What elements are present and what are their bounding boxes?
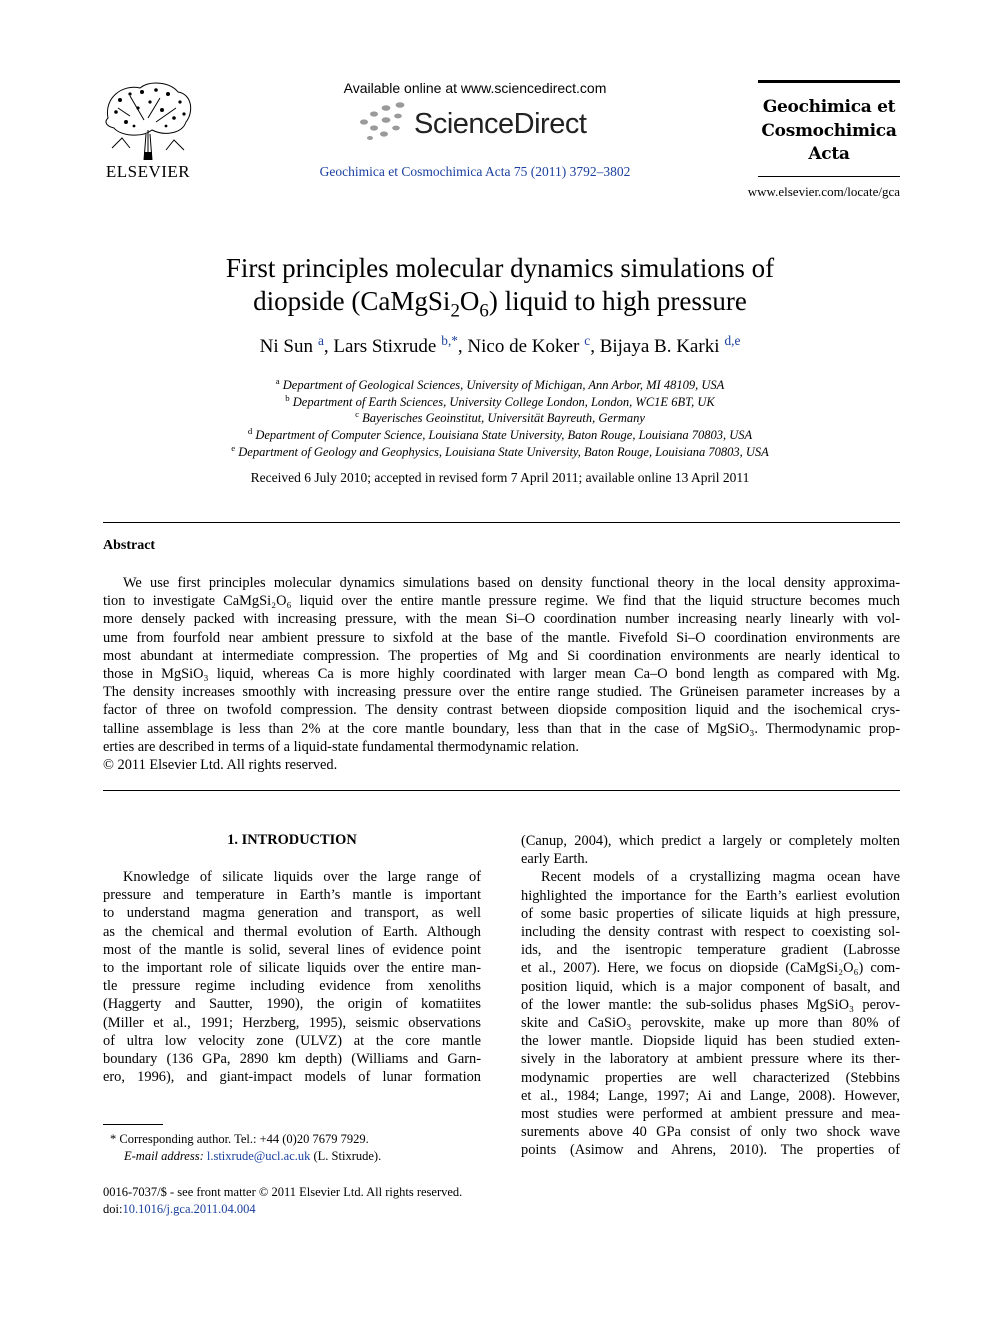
available-online: Available online at www.sciencedirect.com	[343, 80, 607, 96]
front-matter	[103, 1184, 603, 1218]
journal-url[interactable]: www.elsevier.com/locate/gca	[747, 184, 900, 199]
intro-line: (Haggerty and Sautter, 1990), the origin of komatiites	[103, 996, 481, 1013]
article-title	[100, 252, 900, 322]
intro-line: points (Asimow and Ahrens, 2010). The properties of	[521, 1142, 900, 1159]
title-subscript: 2	[450, 300, 460, 322]
author-separator: ,	[590, 336, 600, 357]
intro-line: Recent models of a crystallizing magma ocean have	[541, 869, 900, 886]
abstract-line: most abundant at intermediate compression. The properties of Mg and Si coordination environments are nearly identical to	[103, 647, 900, 664]
affiliation-line	[100, 377, 900, 394]
affiliation-line	[100, 444, 900, 461]
intro-left-column	[103, 868, 481, 1086]
elsevier-wordmark: ELSEVIER	[105, 162, 191, 181]
affiliation-text: Department of Earth Sciences, University College London, London, WC1E 6BT, UK	[292, 394, 715, 409]
journal-name-line: Cosmochimica	[761, 120, 897, 141]
intro-line: modynamic properties are well characterized (Stebbins	[521, 1069, 900, 1086]
abstract-line: those in MgSiO₃ liquid, whereas Ca is more highly coordinated with larger mean Ca–O bond length as compared with Mg.	[103, 666, 900, 683]
intro-line: including the density contrast with respect to coexisting sol-	[521, 924, 900, 941]
author-separator: ,	[457, 336, 468, 357]
journal-box-top-rule	[758, 80, 900, 83]
abstract-top-rule	[103, 522, 900, 523]
intro-line: surements above 40 GPa consist of only two shock wave	[521, 1124, 900, 1141]
author-affiliation-link[interactable]: c	[584, 332, 591, 348]
affiliation-key: c	[355, 409, 359, 420]
intro-line: sively in the laboratory at ambient pressure where its ther-	[521, 1051, 900, 1068]
footnote	[110, 1131, 490, 1165]
journal-citation[interactable]: Geochimica et Cosmochimica Acta 75 (2011) 3792–3802	[319, 164, 631, 179]
elsevier-tree-icon	[100, 78, 196, 162]
intro-line: of some basic properties of silicate liquids at high pressure,	[521, 905, 900, 922]
elsevier-logo	[100, 78, 196, 182]
intro-line: boundary (136 GPa, 2890 km depth) (Williams and Garn-	[103, 1051, 481, 1068]
title-line: First principles molecular dynamics simulations of	[225, 253, 775, 283]
intro-line: et al., 1984; Lange, 1997; Ai and Lange, 2008). However,	[521, 1087, 900, 1104]
intro-heading: 1. INTRODUCTION	[227, 832, 357, 848]
affiliation-text: Department of Computer Science, Louisiana State University, Baton Rouge, Louisiana 70803, USA	[255, 428, 753, 443]
affiliation-key: d	[247, 425, 253, 436]
intro-line: as the chemical and thermal evolution of Earth. Although	[103, 923, 481, 940]
sciencedirect-dots-icon	[356, 100, 416, 144]
title-text: O	[459, 286, 480, 316]
affiliation-line	[100, 410, 900, 427]
affiliations	[100, 377, 900, 461]
intro-line: to the important role of silicate liquids over the entire man-	[103, 960, 481, 977]
intro-line: ero, 1996), and giant-impact models of lunar formation	[103, 1069, 481, 1086]
intro-line: to understand magma generation and transport, as well	[103, 905, 481, 922]
affiliation-line	[100, 394, 900, 411]
email-suffix: (L. Stixrude).	[313, 1149, 382, 1163]
intro-line: ids, and the isentropic temperature gradient (Labrosse	[521, 942, 900, 959]
intro-line: tle pressure regime including evidence from xenoliths	[103, 978, 481, 995]
title-subscript: 6	[479, 300, 489, 322]
footnote-rule	[103, 1124, 163, 1125]
sciencedirect-logo	[356, 100, 596, 144]
intro-line: most studies were performed at ambient pressure and mea-	[521, 1106, 900, 1123]
affiliation-text: Department of Geological Sciences, University of Michigan, Ann Arbor, MI 48109, USA	[282, 378, 725, 392]
abstract-copyright: © 2011 Elsevier Ltd. All rights reserved.	[103, 757, 338, 774]
affiliation-text: Bayerisches Geoinstitut, Universität Bayreuth, Germany	[362, 411, 645, 426]
title-text: diopside (CaMgSi	[253, 286, 451, 316]
author-name: Lars Stixrude	[333, 336, 437, 357]
abstract-line: talline assemblage is less than 2% at the core mantle boundary, less than that in the case of MgSiO₃. Thermodynamic prop-	[103, 720, 900, 737]
email-label: E-mail address:	[124, 1149, 204, 1163]
abstract-bottom-rule	[103, 790, 900, 791]
abstract-line: tion to investigate CaMgSi₂O₆ liquid over the entire mantle pressure regime. We find that the liquid structure becomes much	[103, 593, 900, 610]
title-text: ) liquid to high pressure	[488, 286, 747, 316]
affiliation-key: b	[285, 392, 290, 403]
intro-right-column	[521, 832, 900, 1160]
intro-line: et al., 2007). Here, we focus on diopside (CaMgSi₂O₆) com-	[521, 960, 900, 977]
intro-line: of the lower mantle: the sub-solidus phases MgSiO₃ perov-	[521, 996, 900, 1013]
affiliation-line	[100, 427, 900, 444]
email-note	[110, 1148, 490, 1165]
affiliation-key: e	[231, 442, 236, 453]
title-line	[100, 285, 900, 322]
intro-line: skite and CaSiO₃ perovskite, make up more than 80% of	[521, 1015, 900, 1032]
abstract-line: factor of three on twofold compression. The density contrast between diopside composition liquid and the isochemical crys-	[103, 702, 900, 719]
intro-line: Knowledge of silicate liquids over the large range of	[123, 869, 481, 885]
intro-line: the lower mantle. Diopside liquid has been studied exten-	[521, 1033, 900, 1050]
journal-name-line: Acta	[808, 144, 850, 164]
abstract-line: The density increases smoothly with increasing pressure over the entire range studied. The Grüneisen parameter increases by a	[103, 684, 900, 701]
abstract-body	[103, 574, 900, 774]
doi-line	[103, 1201, 603, 1218]
journal-name	[752, 96, 906, 167]
abstract-line: more densely packed with increasing pressure, with the mean Si–O coordination number increasing nearly linearly with vol-	[103, 611, 900, 628]
intro-line: early Earth.	[521, 851, 589, 868]
journal-name-line: Geochimica et	[762, 97, 896, 117]
author-name: Nico de Koker	[467, 336, 580, 357]
email-link[interactable]: l.stixrude@ucl.ac.uk	[206, 1149, 311, 1163]
abstract-line: erties are described in terms of a liquid-state fundamental thermodynamic relation.	[103, 738, 579, 755]
author-name: Bijaya B. Karki	[599, 336, 720, 357]
abstract-heading: Abstract	[103, 538, 156, 553]
intro-line: (Miller et al., 1991; Herzberg, 1995), seismic observations	[103, 1014, 481, 1031]
received-dates: Received 6 July 2010; accepted in revised form 7 April 2011; available online 13 April 2011	[250, 470, 750, 485]
author-name: Ni Sun	[259, 336, 313, 357]
doi-link[interactable]: 10.1016/j.gca.2011.04.004	[122, 1202, 256, 1216]
doi-label: doi:	[103, 1202, 123, 1216]
abstract-line: ume from fourfold near ambient pressure to sixfold at the base of the mantle. Fivefold Si–O coordination environments are	[103, 629, 900, 646]
corresponding-author-note: * Corresponding author. Tel.: +44 (0)20 7679 7929.	[110, 1132, 369, 1146]
issn-line: 0016-7037/$ - see front matter © 2011 Elsevier Ltd. All rights reserved.	[103, 1185, 463, 1199]
author-list	[100, 332, 900, 358]
intro-line: position liquid, which is a major component of basalt, and	[521, 978, 900, 995]
intro-line: (Canup, 2004), which predict a largely or completely molten	[521, 833, 900, 849]
author-affiliation-link[interactable]: a	[317, 332, 324, 348]
author-affiliation-link[interactable]: d,e	[724, 332, 741, 348]
affiliation-key: a	[275, 375, 280, 386]
author-separator: ,	[323, 336, 334, 357]
abstract-line: We use first principles molecular dynamics simulations based on density functional theory in the local density approxima-	[123, 575, 900, 591]
intro-line: of ultra low velocity zone (ULVZ) at the core mantle	[103, 1032, 481, 1049]
intro-line: highlighted the importance for the Earth’s earliest evolution	[521, 887, 900, 904]
journal-box-bottom-rule	[758, 176, 900, 177]
author-affiliation-link[interactable]: b,*	[441, 332, 458, 348]
sciencedirect-wordmark: ScienceDirect	[414, 108, 587, 140]
intro-line: most of the mantle is solid, several lines of evidence point	[103, 941, 481, 958]
intro-line: pressure and temperature in Earth’s mantle is important	[103, 887, 481, 904]
affiliation-text: Department of Geology and Geophysics, Louisiana State University, Baton Rouge, Louisiana 70803, USA	[238, 444, 769, 459]
